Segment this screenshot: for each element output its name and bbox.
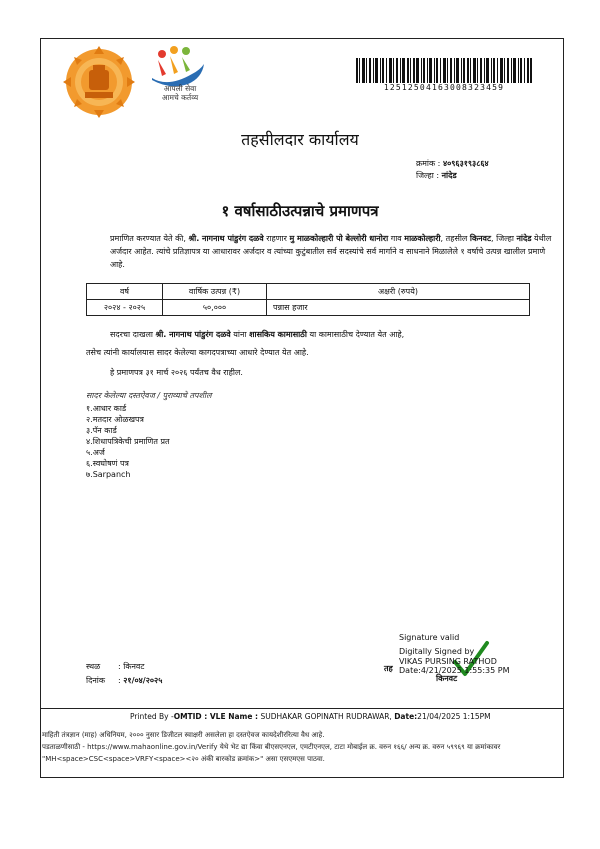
signatory-label: तह [384, 664, 393, 673]
printed-by [130, 712, 491, 721]
income-table-header [87, 284, 530, 300]
validity-text: हे प्रमाणपत्र ३१ मार्च २०२६ पर्यंतच वैध राहील. [110, 368, 243, 377]
date-label: दिनांक [86, 676, 105, 685]
applicant-address: मु माळकोल्हारी पो बेल्लोरी धानोरा [289, 234, 389, 243]
para2-line2: तसेच त्यांनी कार्यालयास सादर केलेल्या कागदपत्राच्या आधारे देण्यात येत आहे. [86, 348, 309, 357]
list-item: ३.पॅन कार्ड [86, 426, 117, 435]
taluka: किनवट [469, 234, 492, 243]
district: नांदेड [516, 234, 532, 243]
maharashtra-emblem-icon [53, 46, 145, 118]
para2-text: यांना [230, 330, 250, 339]
sig-line-2: VIKAS PURSING RATHOD [399, 656, 497, 666]
purpose: शासकिय कामासाठी [249, 330, 307, 339]
table-row [87, 300, 530, 316]
para2-text: या कामासाठीच देण्यात येत आहे, [306, 330, 405, 339]
cell-income: ५०,००० [163, 300, 267, 316]
list-item: २.मतदार ओळखपत्र [86, 415, 144, 424]
certificate-title: १ वर्षासाठीउत्पन्नाचे प्रमाणपत्र [221, 202, 379, 220]
barcode [356, 58, 532, 83]
number-value: ४०९६३१९३८६४ [442, 159, 489, 168]
seva-line-1: आपली सेवा [163, 84, 197, 93]
vle-name: SUDHAKAR GOPINATH RUDRAWAR, [260, 712, 392, 721]
seva-line-2: आमचे कर्तव्य [161, 93, 199, 102]
barcode-number: 12512504163008323459 [383, 83, 505, 92]
printed-date-label: Date: [394, 712, 418, 721]
place-row: स्थळ : किनवट [86, 662, 145, 671]
cell-words: पन्नास हजार [267, 300, 530, 316]
office-title: तहसीलदार कार्यालय [241, 130, 359, 149]
district-value: नांदेड [441, 171, 457, 180]
printed-date-value: 21/04/2025 1:15PM [417, 712, 491, 721]
omtid-label: OMTID : VLE Name : [173, 712, 259, 721]
printed-by-label: Printed By - [130, 712, 174, 721]
signature-valid: Signature valid [399, 633, 460, 642]
list-item: १.आधार कार्ड [86, 404, 127, 413]
para1-text: येथील अर्जदार आहेत. त्यांचे प्रतिज्ञापत्र या आधारावर अर्जदार व त्यांच्या कुटुंबातील सर्व सदस्यांचे सर्व मार्गाने व साधनाने मिळालेले १ वर्षाचे उत्पन्न खालील प्रमाणे आहे. [110, 234, 552, 269]
applicant-name: श्री. नागनाथ पांडुरंग दळवे [155, 330, 231, 339]
place-label: स्थळ [86, 662, 101, 671]
district-label: जिल्हा : [416, 171, 440, 180]
header-year: वर्ष [87, 284, 163, 300]
digital-signature-details [399, 647, 524, 676]
header-in-words: अक्षरी (रुपये) [267, 284, 530, 300]
sig-line-1: Digitally Signed by [399, 647, 475, 656]
documents-heading: सादर केलेल्या दस्तऐवज / पुराव्याचे तपशील [86, 391, 212, 400]
disclaimer-line-2: पडताळणीसाठी - https://www.mahaonline.gov.in/Verify येथे भेट द्या किंवा बीएसएनएल, एमटीएनएल, टाटा मोबाईल क्र. वरुन १६६/ अन्य क्र. वरुन ५९९६९ या क्रमांकावर [42, 743, 501, 751]
disclaimer-line-1: माहिती तंत्रज्ञान (माह) अधिनियम, २००० नुसार डिजीटल स्वाक्षरी असलेला हा दस्तऐवज कायदेशीररित्या वैध आहे. [42, 731, 325, 739]
header-annual-income: वार्षिक उत्पन्न (₹) [163, 284, 267, 300]
cell-year: २०२४ - २०२५ [87, 300, 163, 316]
footer-divider [40, 708, 564, 709]
para2-text: सदरचा दाखला [110, 330, 156, 339]
para1-text: , तहसील [440, 234, 470, 243]
place-value: किनवट [123, 662, 145, 671]
certification-paragraph [86, 232, 552, 271]
para1-text: राहणार [263, 234, 290, 243]
village: माळकोल्हारी [404, 234, 441, 243]
verification-disclaimer [42, 729, 582, 765]
income-table [86, 283, 530, 316]
number-label: क्रमांक : [416, 159, 441, 168]
documents-list [86, 403, 170, 480]
para1-text: , जिल्हा [491, 234, 517, 243]
list-item: ५.अर्ज [86, 448, 105, 457]
certificate-meta [416, 158, 489, 182]
applicant-name: श्री. नागनाथ पांडुरंग दळवे [188, 234, 264, 243]
signatory-place: किनवट [436, 674, 458, 683]
para1-text: प्रमाणित करण्यात येते की, [110, 234, 189, 243]
list-item: ७.Sarpanch [86, 470, 131, 479]
list-item: ६.स्वघोषणं पत्र [86, 459, 129, 468]
list-item: ४.शिधापत्रिकेची प्रमाणित प्रत [86, 437, 170, 446]
sig-line-3: Date:4/21/2025 1:55:35 PM [399, 666, 510, 675]
disclaimer-line-3: "MH<space>CSC<space>VRFY<space><२० अंकी बारकोड क्रमांक>" असा एसएमएस पाठवा. [42, 755, 325, 763]
seva-tagline [150, 84, 210, 102]
para1-text: गाव [388, 234, 405, 243]
date-value: २१/०४/२०२५ [123, 676, 163, 685]
date-row: दिनांक : २१/०४/२०२५ [86, 676, 163, 685]
purpose-paragraph [86, 328, 528, 359]
